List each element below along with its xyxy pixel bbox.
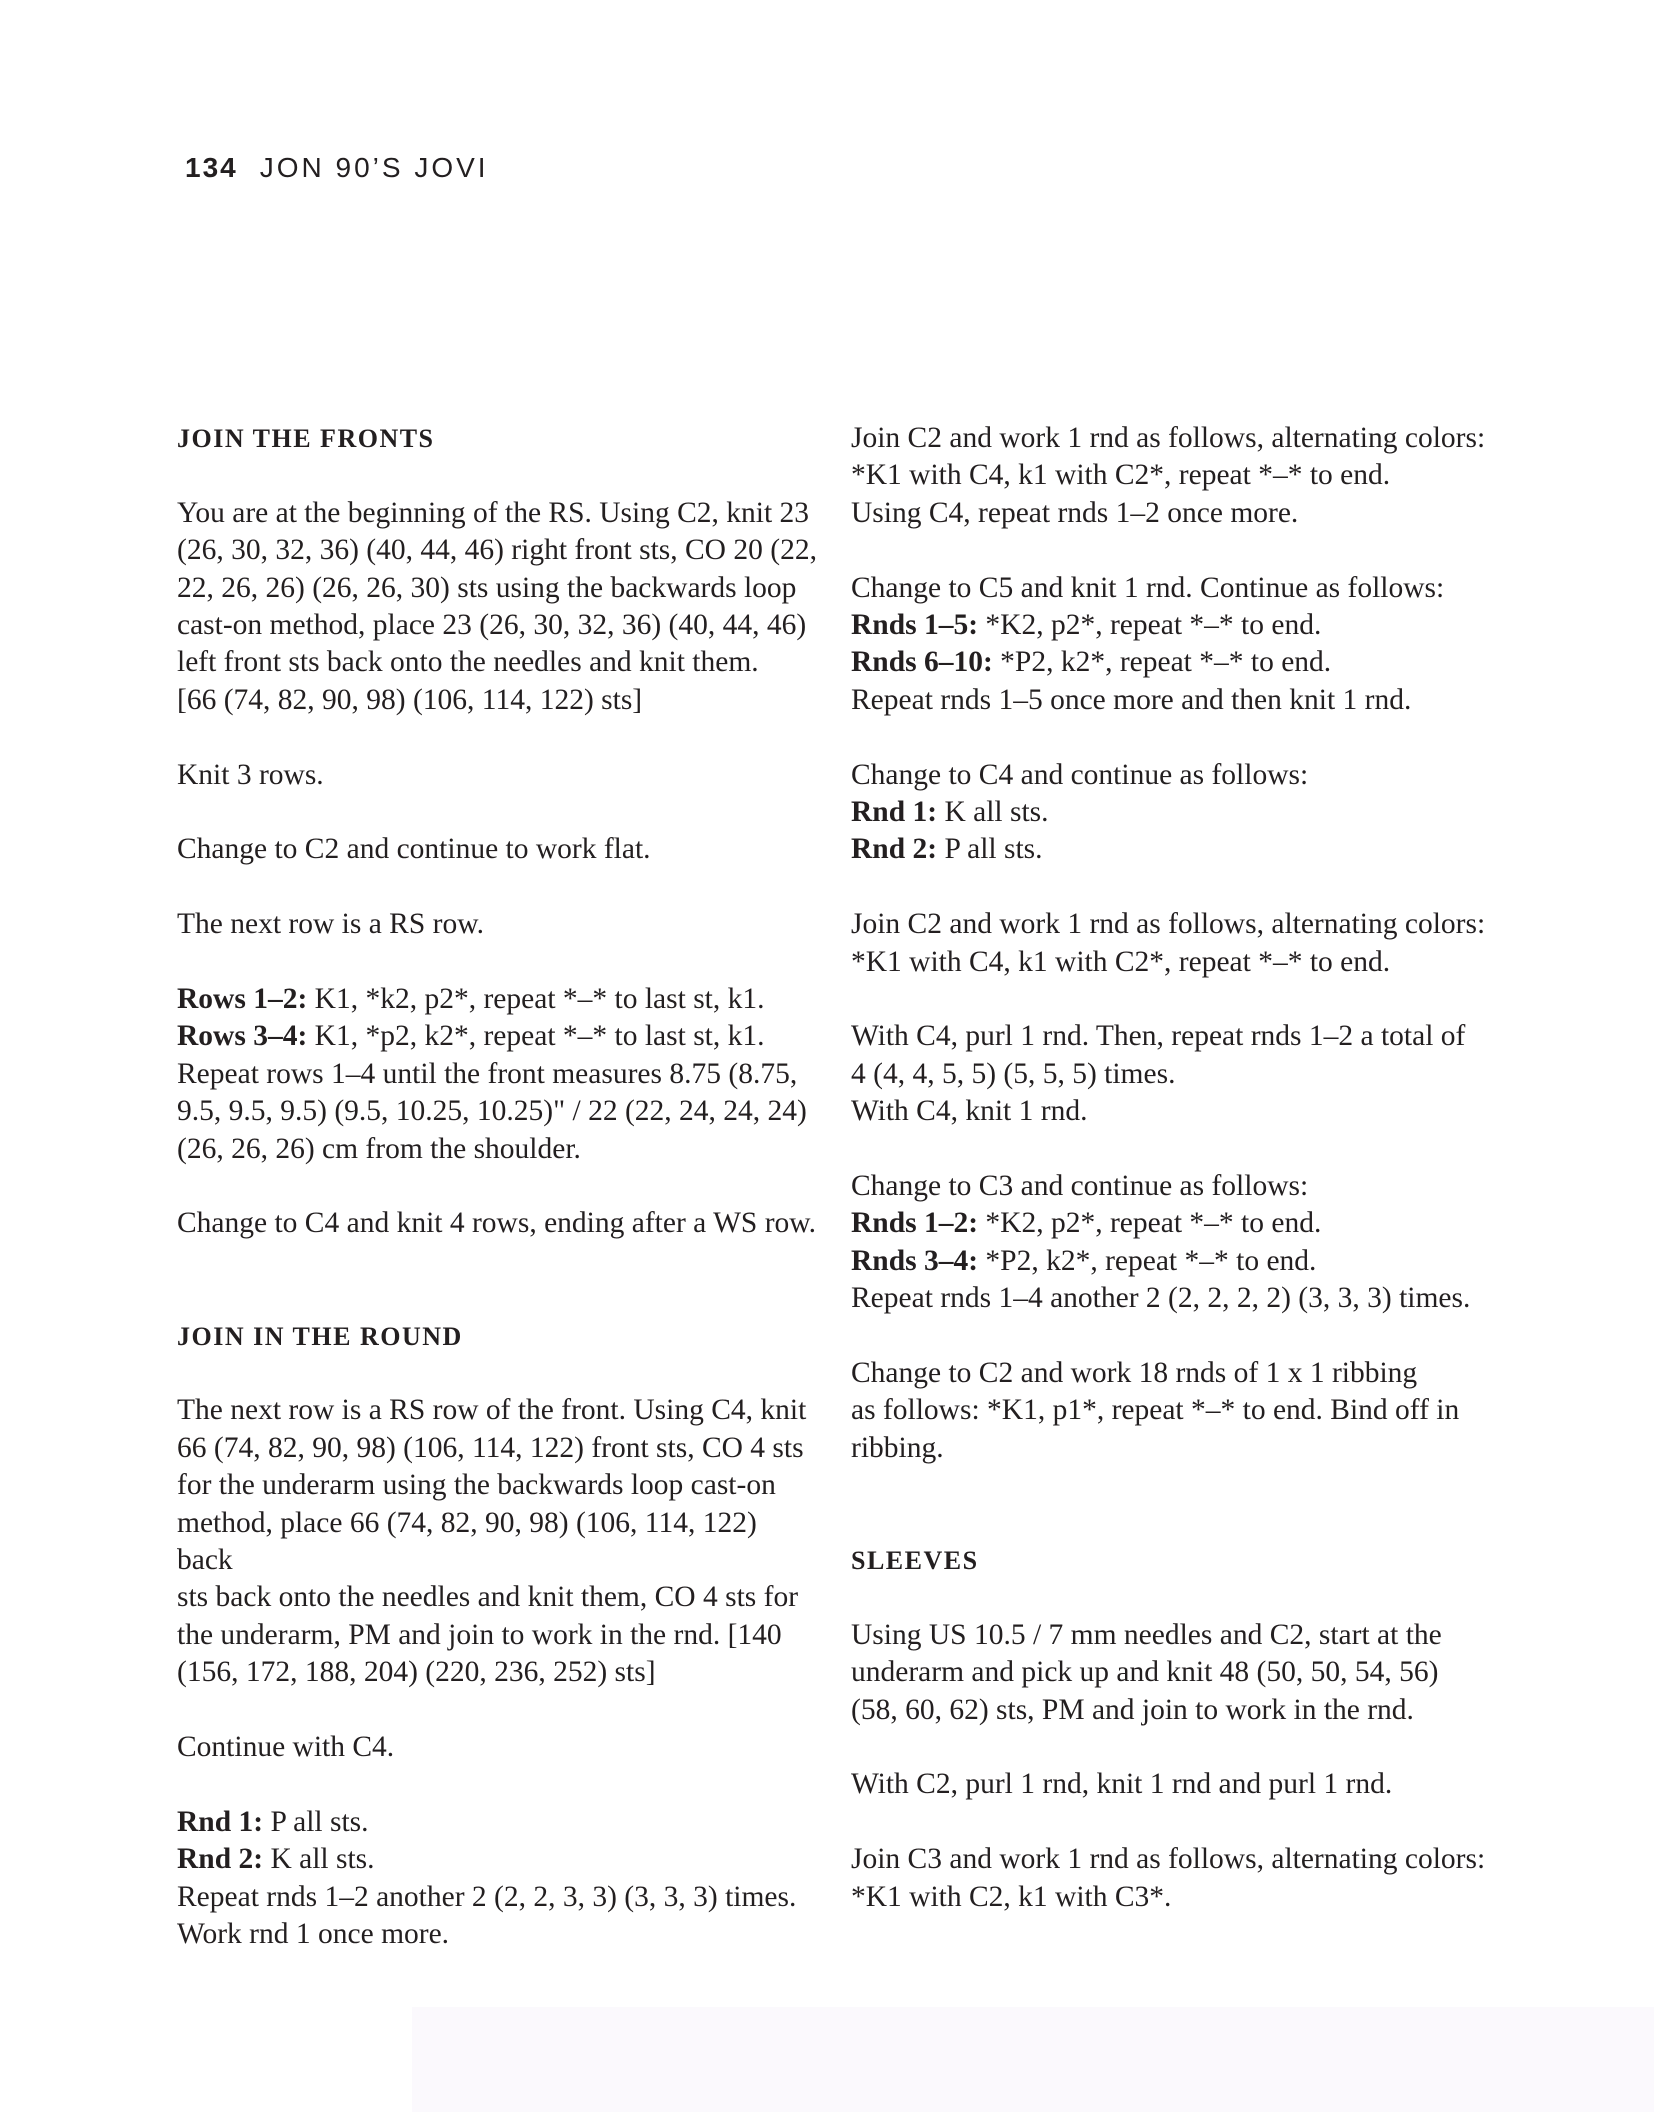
instruction-block: Change to C3 and continue as follows: Rnds 1–2: *K2, p2*, repeat *–* to end. Rnds 3–4: *P2, k2*, repeat *–* to end. Repeat rnds 1–4 another 2 (2, 2, 2, 2) (3, 3, 3) times. [851,1170,1471,1315]
rnd-label: Rnd 2: [177,1843,264,1876]
paragraph: Change to C2 and work 18 rnds of 1 x 1 ribbing as follows: *K1, p1*, repeat *–* to end. Bind off in ribbing. [851,1357,1460,1464]
paragraph: Join C3 and work 1 rnd as follows, alternating colors: *K1 with C2, k1 with C3*. [851,1843,1486,1913]
right-column [851,420,1491,1916]
rnd-label: Rnds 1–2: [851,1207,979,1240]
paragraph: Join C2 and work 1 rnd as follows, alternating colors: *K1 with C4, k1 with C2*, repeat *–* to end. [851,908,1486,978]
page-number: 134 [185,152,238,183]
section-heading-sleeves: SLEEVES [851,1546,979,1576]
instruction-block: Change to C5 and knit 1 rnd. Continue as follows: Rnds 1–5: *K2, p2*, repeat *–* to end. Rnds 6–10: *P2, k2*, repeat *–* to end. Repeat rnds 1–5 once more and then knit 1 rnd. [851,571,1445,716]
row-label: Rows 1–2: [177,983,308,1016]
row-label: Rows 3–4: [177,1020,308,1053]
paragraph: You are at the beginning of the RS. Using C2, knit 23 (26, 30, 32, 36) (40, 44, 46) right front sts, CO 20 (22, 22, 26, 26) (26, 26, 30) sts using the backwards loop cast-on method, place 23 (26, 30, 32, 36) (40, 44, 46) left front sts back onto the needles and knit them. [66 (74, 82, 90, 98) (106, 114, 122) sts] [177,496,817,716]
left-column [177,420,817,1954]
paragraph: Change to C2 and continue to work flat. [177,833,651,866]
instruction-block: Rows 1–2: K1, *k2, p2*, repeat *–* to last st, k1. Rows 3–4: K1, *p2, k2*, repeat *–* to last st, k1. Repeat rows 1–4 until the front measures 8.75 (8.75, 9.5, 9.5, 9.5) (9.5, 10.25, 10.25)" / 22 (22, 24, 24, 24) (26, 26, 26) cm from the shoulder. [177,983,807,1165]
paragraph: Knit 3 rows. [177,758,324,791]
paragraph: Change to C4 and knit 4 rows, ending after a WS row. [177,1207,817,1240]
rnd-label: Rnd 1: [177,1805,264,1838]
paragraph: Continue with C4. [177,1731,395,1764]
paragraph: The next row is a RS row of the front. Using C4, knit 66 (74, 82, 90, 98) (106, 114, 122) front sts, CO 4 sts for the underarm using the backwards loop cast-on method, place 66 (74, 82, 90, 98) (106, 114, 122) back sts back onto the needles and knit them, CO 4 sts for the underarm, PM and join to work in the rnd. [140 (156, 172, 188, 204) (220, 236, 252) sts] [177,1394,807,1689]
paragraph: Join C2 and work 1 rnd as follows, alternating colors: *K1 with C4, k1 with C2*, repeat *–* to end. Using C4, repeat rnds 1–2 once more. [851,422,1486,529]
section-heading-join-round: JOIN IN THE ROUND [177,1321,463,1351]
paragraph: With C4, purl 1 rnd. Then, repeat rnds 1–2 a total of 4 (4, 4, 5, 5) (5, 5, 5) times. With C4, knit 1 rnd. [851,1020,1466,1128]
running-header [185,152,489,184]
rnd-label: Rnd 1: [851,796,938,829]
rnd-label: Rnds 1–5: [851,609,979,642]
running-title: JON 90’S JOVI [259,152,489,183]
instruction-block: Change to C4 and continue as follows: Rnd 1: K all sts. Rnd 2: P all sts. [851,758,1309,866]
paragraph: With C2, purl 1 rnd, knit 1 rnd and purl 1 rnd. [851,1768,1393,1801]
paragraph: Using US 10.5 / 7 mm needles and C2, start at the underarm and pick up and knit 48 (50, 50, 54, 56) (58, 60, 62) sts, PM and join to work in the rnd. [851,1618,1442,1726]
section-heading-join-fronts: JOIN THE FRONTS [177,424,435,453]
instruction-block: Rnd 1: P all sts. Rnd 2: K all sts. Repeat rnds 1–2 another 2 (2, 2, 3, 3) (3, 3, 3) times. Work rnd 1 once more. [177,1805,797,1951]
paragraph: The next row is a RS row. [177,908,484,941]
rnd-label: Rnd 2: [851,833,938,866]
rnd-label: Rnds 6–10: [851,646,993,679]
rnd-label: Rnds 3–4: [851,1244,979,1277]
page-tint-region [412,2007,1654,2112]
